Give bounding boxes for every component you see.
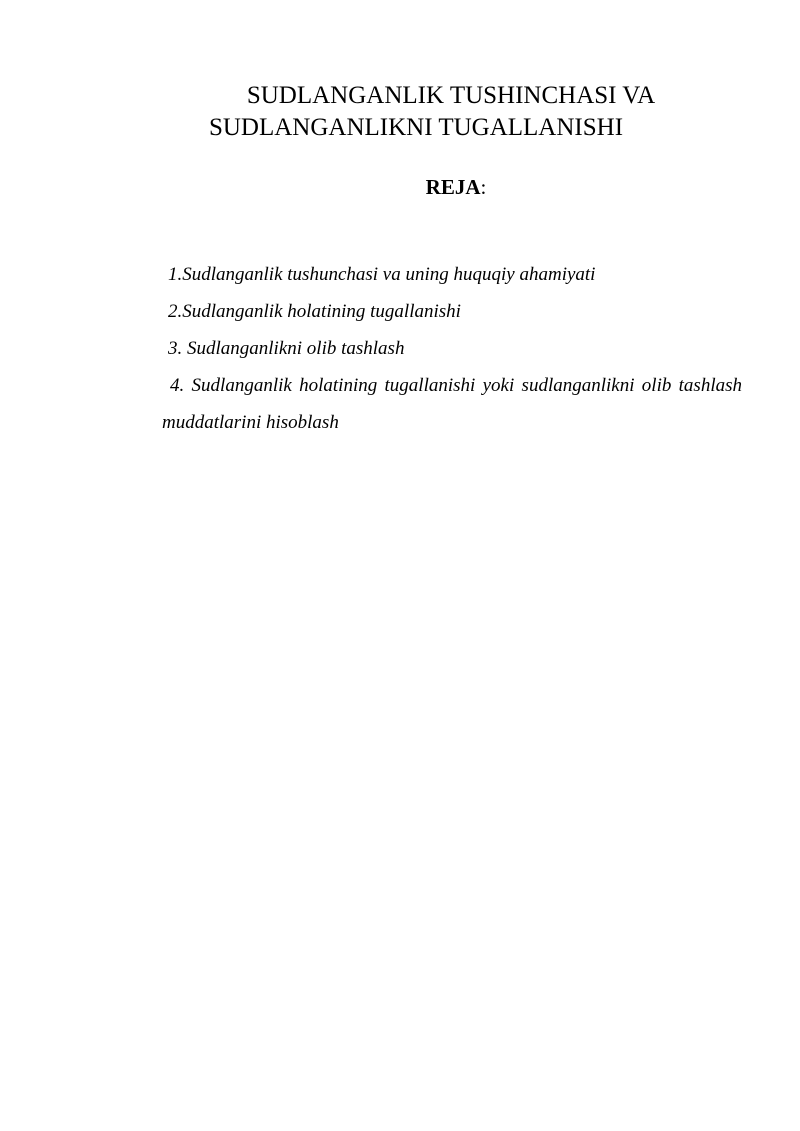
plan-list [162, 256, 742, 441]
plan-item: 1.Sudlanganlik tushunchasi va uning huquqiy ahamiyati [168, 264, 596, 285]
title-line-2: SUDLANGANLIKNI TUGALLANISHI [208, 114, 624, 141]
document-title [150, 80, 742, 144]
title-line-1: SUDLANGANLIK TUSHINCHASI VA [246, 82, 656, 109]
plan-item: 3. Sudlanganlikni olib tashlash [168, 338, 405, 359]
plan-heading [150, 174, 752, 200]
plan-item: 4. Sudlanganlik holatining tugallanishi yoki sudlanganlikni olib tashlash muddatlarini hisoblash [162, 375, 742, 433]
plan-heading-colon: : [480, 175, 487, 199]
plan-item: 2.Sudlanganlik holatining tugallanishi [168, 301, 461, 322]
plan-heading-text: REJA [425, 175, 481, 199]
